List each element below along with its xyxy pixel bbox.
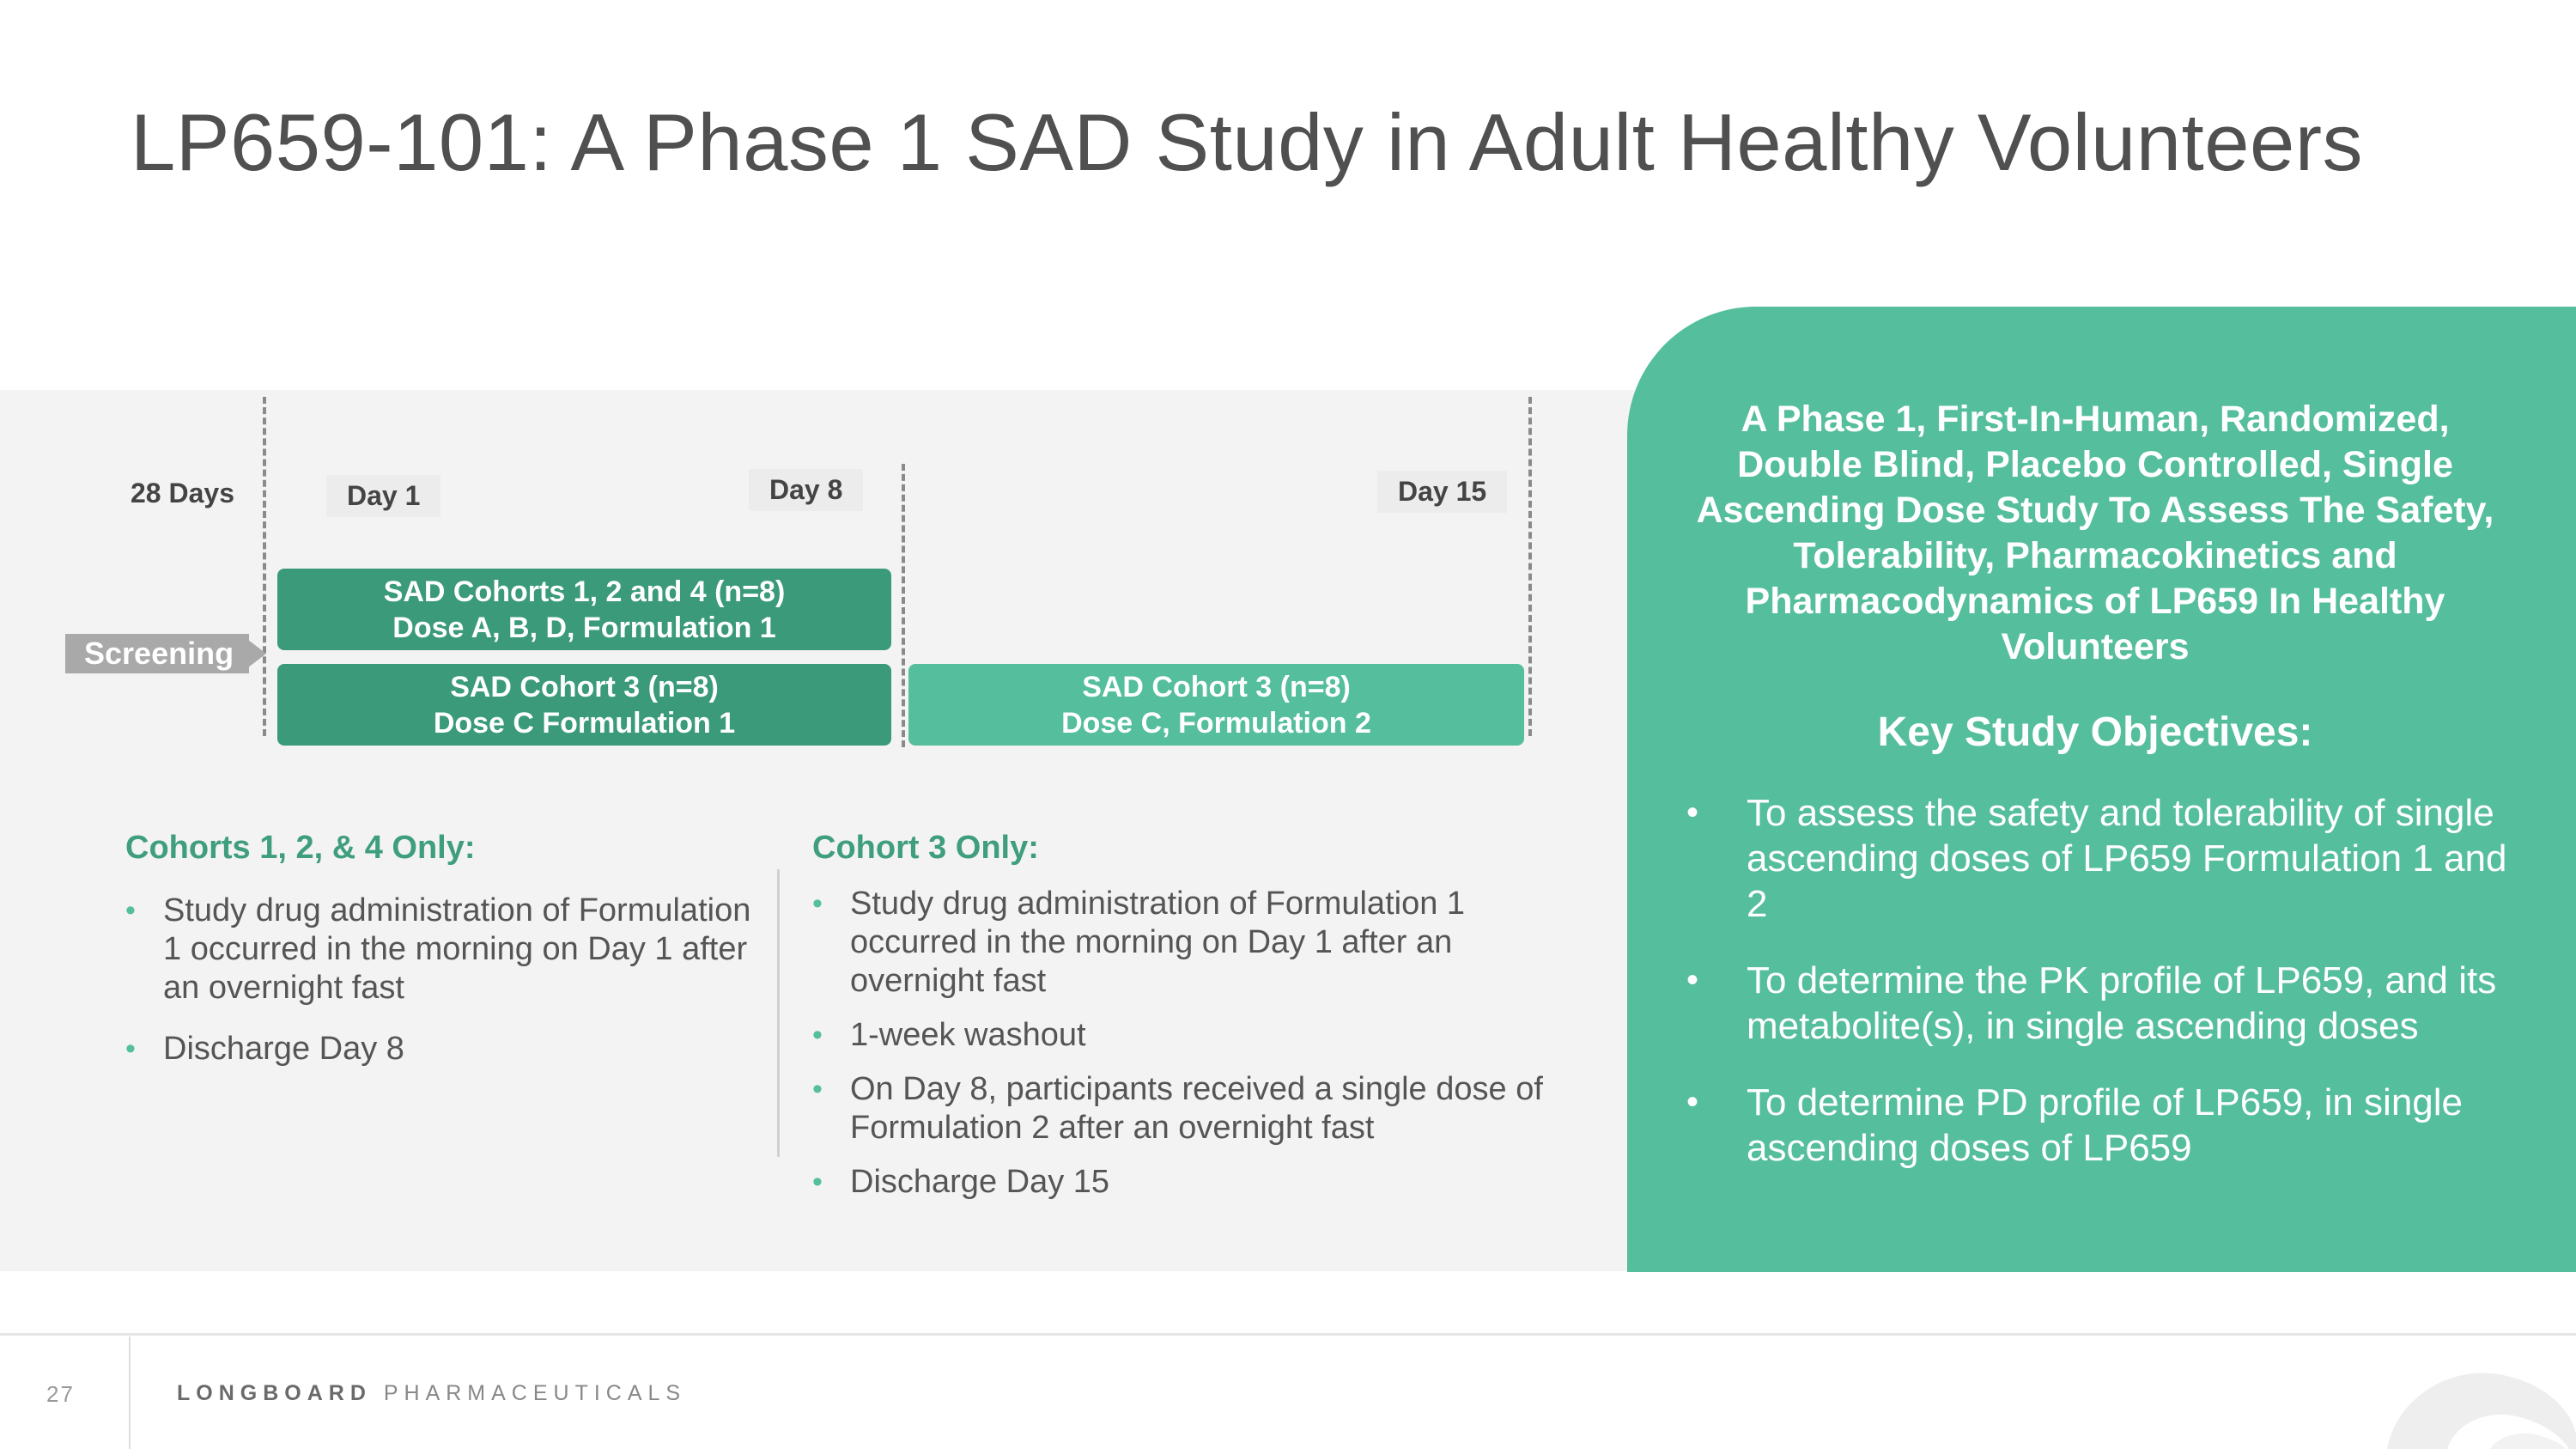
timeline-marker-day8 (902, 464, 905, 747)
day-15-label: Day 15 (1377, 471, 1507, 513)
cohorts-124-bar-line2: Dose A, B, D, Formulation 1 (392, 611, 776, 644)
brand-rest: PHARMACEUTICALS (383, 1381, 687, 1405)
screening-label: Screening (65, 634, 249, 673)
days-28-label: 28 Days (131, 478, 234, 508)
study-description: A Phase 1, First-In-Human, Randomized, Double Blind, Placebo Controlled, Single Ascending Dose Study To Assess The Safety, Tolerability, Pharmacokinetics and Pharmacodynamics of LP659 In Healthy Volunteers (1696, 399, 2494, 667)
screening-arrow-icon (240, 634, 266, 673)
cohorts-124-bar (277, 569, 891, 650)
list-item: • Study drug administration of Formulation 1 occurred in the morning on Day 1 after an overnight fast (125, 892, 761, 1008)
list-item: • To determine PD profile of LP659, in single ascending doses of LP659 (1685, 1080, 2518, 1171)
day-1-label: Day 1 (326, 475, 440, 517)
section-divider (777, 869, 780, 1157)
cohort3-f2-bar (908, 664, 1524, 746)
cohorts-124-bar-line1: SAD Cohorts 1, 2 and 4 (n=8) (383, 575, 786, 608)
cohort3-heading: Cohort 3 Only: (812, 830, 1039, 866)
day-8-label: Day 8 (749, 469, 863, 511)
wave-logo-icon (2370, 1340, 2576, 1449)
objectives-list (1685, 790, 2518, 1202)
slide-title: LP659-101: A Phase 1 SAD Study in Adult Healthy Volunteers (131, 97, 2364, 187)
list-item: • 1-week washout (812, 1016, 1585, 1055)
footer-vertical-divider (129, 1336, 131, 1449)
timeline-marker-start (263, 397, 266, 736)
list-item: • To determine the PK profile of LP659, and its metabolite(s), in single ascending doses (1685, 958, 2518, 1049)
cohorts-124-list (125, 892, 761, 1091)
list-item: • Discharge Day 15 (812, 1163, 1585, 1202)
cohort3-f1-bar-line1: SAD Cohort 3 (n=8) (450, 670, 719, 703)
cohort3-f2-bar-line1: SAD Cohort 3 (n=8) (1082, 670, 1351, 703)
list-item: • To assess the safety and tolerability of single ascending doses of LP659 Formulation 1 and 2 (1685, 790, 2518, 927)
list-item: • Study drug administration of Formulation 1 occurred in the morning on Day 1 after an overnight fast (812, 885, 1585, 1001)
cohort3-f2-bar-line2: Dose C, Formulation 2 (1061, 706, 1371, 740)
timeline-marker-day15 (1528, 397, 1532, 736)
brand-wordmark (177, 1381, 686, 1406)
brand-bold: LONGBOARD (177, 1381, 372, 1405)
page-number: 27 (46, 1381, 75, 1407)
objectives-title: Key Study Objectives: (1877, 709, 2313, 755)
cohort3-f1-bar (277, 664, 891, 746)
list-item: • Discharge Day 8 (125, 1030, 761, 1068)
list-item: • On Day 8, participants received a single dose of Formulation 2 after an overnight fast (812, 1070, 1585, 1148)
cohort3-f1-bar-line2: Dose C Formulation 1 (433, 706, 736, 740)
cohort3-list (812, 885, 1585, 1217)
cohorts-124-heading: Cohorts 1, 2, & 4 Only: (125, 830, 476, 866)
footer-divider (0, 1333, 2576, 1336)
